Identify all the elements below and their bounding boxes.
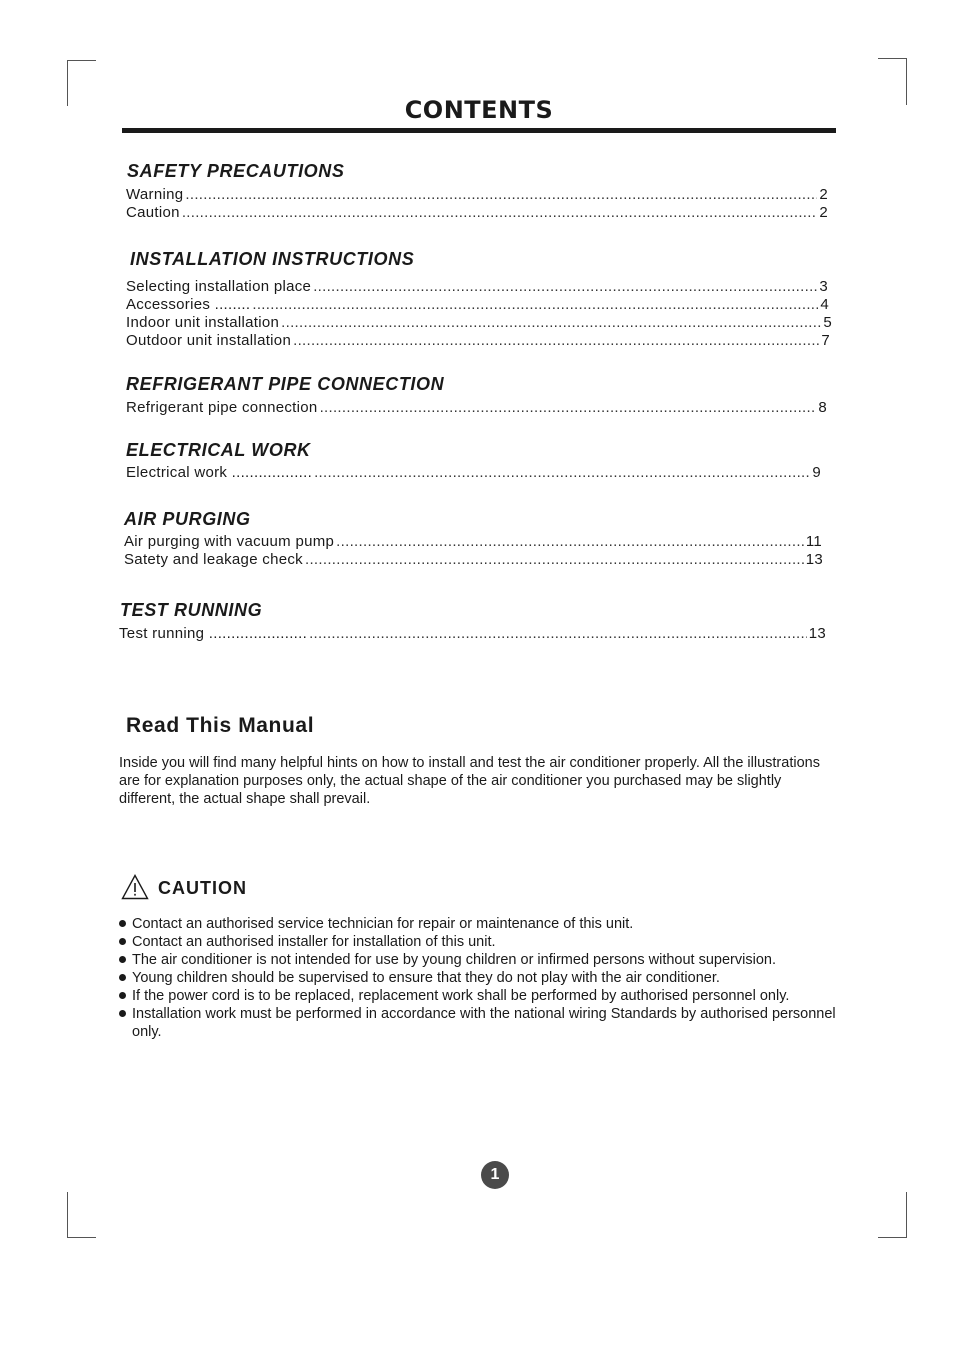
toc-entry-label: Warning bbox=[126, 186, 184, 203]
toc-entry[interactable] bbox=[126, 296, 829, 314]
toc-entry-label: Test running ...................... bbox=[119, 625, 308, 642]
bullet-icon bbox=[119, 1010, 126, 1017]
dot-leader bbox=[305, 551, 804, 569]
toc-entry-page: 9 bbox=[812, 464, 821, 481]
bullet-icon bbox=[119, 938, 126, 945]
toc-entry-page: 2 bbox=[819, 186, 828, 203]
list-item: If the power cord is to be replaced, replacement work shall be performed by authorised personnel only. bbox=[117, 987, 847, 1005]
toc-entry-label: Accessories ........ bbox=[126, 296, 251, 313]
page-title: CONTENTS bbox=[404, 96, 554, 124]
toc-entry-label: Indoor unit installation bbox=[126, 314, 280, 331]
page-number-badge: 1 bbox=[481, 1161, 509, 1189]
dot-leader bbox=[320, 399, 817, 417]
dot-leader bbox=[182, 204, 818, 222]
dot-leader bbox=[336, 533, 804, 551]
section-heading-safety: SAFETY PRECAUTIONS bbox=[127, 161, 345, 181]
toc-entry-label: Selecting installation place bbox=[126, 278, 312, 295]
read-manual-text: Inside you will find many helpful hints on how to install and test the air conditioner properly. All the illustrations are for explanation purposes only, the actual shape of the air conditioner you purchased may be slightly different, the actual shape shall prevail. bbox=[119, 755, 820, 807]
dot-leader bbox=[252, 296, 818, 314]
toc-entry[interactable] bbox=[126, 314, 832, 332]
toc-entry-page: 13 bbox=[808, 625, 826, 642]
toc-entry[interactable] bbox=[126, 278, 828, 296]
dot-leader bbox=[281, 314, 821, 332]
list-item: Contact an authorised service technician for repair or maintenance of this unit. bbox=[117, 915, 847, 933]
toc-entry-label: Air purging with vacuum pump bbox=[124, 533, 335, 550]
title-rule bbox=[122, 128, 836, 133]
caution-list bbox=[117, 915, 847, 1041]
list-item: Installation work must be performed in accordance with the national wiring Standards by authorised personnel only. bbox=[117, 1005, 847, 1041]
toc-entry[interactable] bbox=[126, 399, 827, 417]
toc-entry-page: 7 bbox=[821, 332, 830, 349]
toc-entry[interactable] bbox=[124, 533, 822, 551]
toc-entry[interactable] bbox=[119, 625, 826, 643]
toc-entry[interactable] bbox=[126, 204, 828, 222]
toc-entry-page: 2 bbox=[819, 204, 828, 221]
toc-entry-label: Electrical work .................. bbox=[126, 464, 313, 481]
section-heading-installation: INSTALLATION INSTRUCTIONS bbox=[130, 249, 415, 269]
dot-leader bbox=[314, 464, 810, 482]
section-heading-refrigerant: REFRIGERANT PIPE CONNECTION bbox=[126, 374, 445, 394]
list-item: Contact an authorised installer for installation of this unit. bbox=[117, 933, 847, 951]
dot-leader bbox=[309, 625, 807, 643]
warning-triangle-icon bbox=[121, 874, 149, 900]
bullet-icon bbox=[119, 956, 126, 963]
toc-entry-page: 3 bbox=[819, 278, 828, 295]
read-manual-heading: Read This Manual bbox=[126, 714, 315, 737]
toc-entry[interactable] bbox=[126, 332, 830, 350]
toc-entry-label: Satety and leakage check bbox=[124, 551, 303, 568]
crop-mark-bottom-right bbox=[878, 1192, 907, 1238]
bullet-icon bbox=[119, 992, 126, 999]
dot-leader bbox=[185, 186, 817, 204]
toc-entry[interactable] bbox=[124, 551, 823, 569]
toc-entry-label: Caution bbox=[126, 204, 180, 221]
list-item: Young children should be supervised to ensure that they do not play with the air conditioner. bbox=[117, 969, 847, 987]
dot-leader bbox=[293, 332, 819, 350]
toc-entry-page: 5 bbox=[823, 314, 832, 331]
dot-leader bbox=[313, 278, 817, 296]
section-heading-air-purging: AIR PURGING bbox=[124, 509, 251, 529]
toc-entry-page: 8 bbox=[818, 399, 827, 416]
bullet-icon bbox=[119, 920, 126, 927]
crop-mark-top-right bbox=[878, 58, 907, 105]
bullet-icon bbox=[119, 974, 126, 981]
toc-entry-page: 4 bbox=[820, 296, 829, 313]
toc-entry[interactable] bbox=[126, 186, 828, 204]
toc-entry[interactable] bbox=[126, 464, 821, 482]
section-heading-electrical: ELECTRICAL WORK bbox=[126, 440, 311, 460]
toc-entry-page: 11 bbox=[805, 533, 822, 550]
crop-mark-top-left bbox=[67, 60, 96, 106]
toc-entry-label: Outdoor unit installation bbox=[126, 332, 292, 349]
toc-entry-page: 13 bbox=[805, 551, 823, 568]
caution-heading: CAUTION bbox=[158, 878, 247, 898]
toc-entry-label: Refrigerant pipe connection bbox=[126, 399, 318, 416]
list-item: The air conditioner is not intended for use by young children or infirmed persons without supervision. bbox=[117, 951, 847, 969]
section-heading-test-running: TEST RUNNING bbox=[120, 600, 263, 620]
crop-mark-bottom-left bbox=[67, 1192, 96, 1238]
